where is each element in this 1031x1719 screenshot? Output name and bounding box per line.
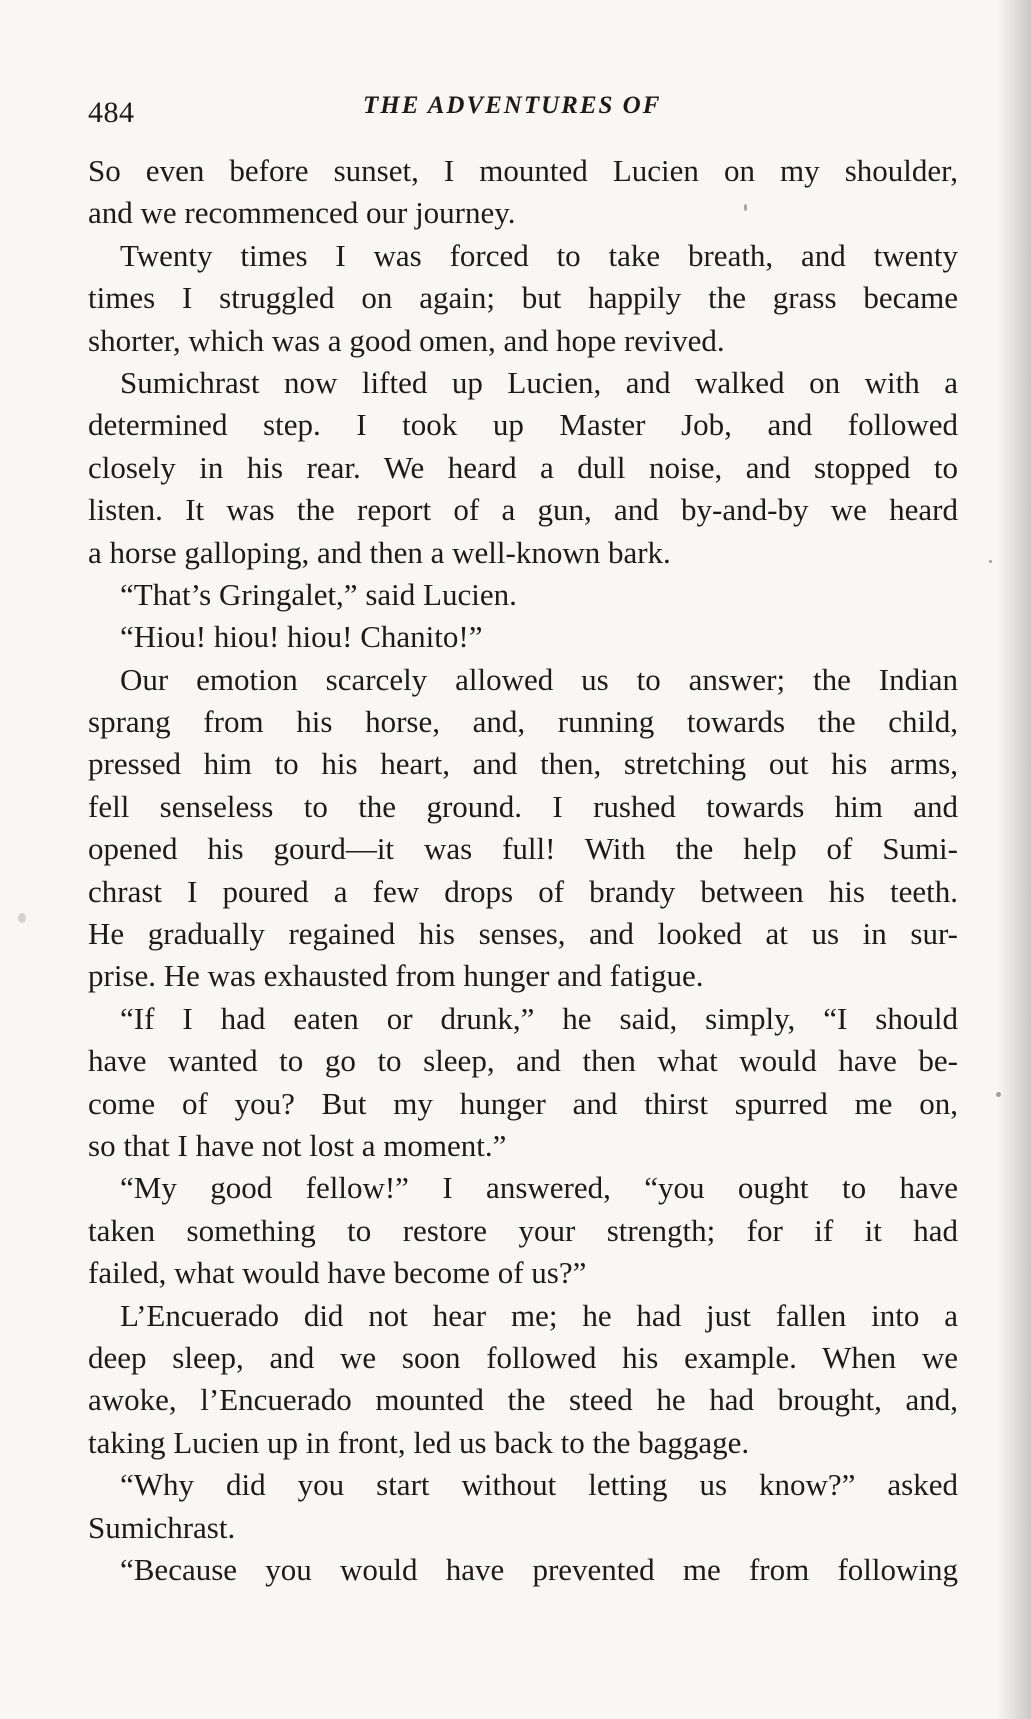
text-line-4: times I struggled on again; but happily the grass became xyxy=(88,280,958,316)
text-line-31: taking Lucien up in front, led us back to the baggage. xyxy=(88,1424,750,1460)
text-line-13: Our emotion scarcely allowed us to answer; the Indian xyxy=(120,661,958,697)
text-line-3: Twenty times I was forced to take breath, and twenty xyxy=(120,237,958,273)
page-edge-shadow xyxy=(997,0,1031,1719)
text-line-5: shorter, which was a good omen, and hope revived. xyxy=(88,322,725,358)
page-number: 484 xyxy=(88,96,135,129)
print-speck xyxy=(996,1092,1001,1097)
running-head-title: THE ADVENTURES OF xyxy=(363,92,662,119)
text-line-8: closely in his rear. We heard a dull noise, and stopped to xyxy=(88,449,958,485)
text-line-16: fell senseless to the ground. I rushed towards him and xyxy=(88,788,958,824)
text-line-22: have wanted to go to sleep, and then what would have be- xyxy=(88,1043,958,1079)
print-speck xyxy=(744,204,747,211)
text-line-1: So even before sunset, I mounted Lucien on my shoulder, xyxy=(88,153,958,188)
body-text xyxy=(88,150,958,1591)
text-line-12: “Hiou! hiou! hiou! Chanito!” xyxy=(120,619,483,655)
text-line-27: failed, what would have become of us?” xyxy=(88,1255,587,1291)
text-line-2: and we recommenced our journey. xyxy=(88,195,516,231)
text-line-18: chrast I poured a few drops of brandy between his teeth. xyxy=(88,873,958,909)
text-line-10: a horse galloping, and then a well-known bark. xyxy=(88,534,671,570)
print-speck xyxy=(18,913,26,923)
text-line-29: deep sleep, and we soon followed his example. When we xyxy=(88,1339,958,1375)
text-line-34: “Because you would have prevented me from following xyxy=(120,1551,958,1587)
text-line-30: awoke, l’Encuerado mounted the steed he had brought, and, xyxy=(88,1382,958,1418)
text-line-9: listen. It was the report of a gun, and by-and-by we heard xyxy=(88,492,958,528)
text-line-28: L’Encuerado did not hear me; he had just fallen into a xyxy=(120,1297,958,1333)
text-line-11: “That’s Gringalet,” said Lucien. xyxy=(120,576,517,612)
text-line-14: sprang from his horse, and, running towards the child, xyxy=(88,704,958,740)
text-line-33: Sumichrast. xyxy=(88,1509,236,1545)
running-head xyxy=(88,86,958,129)
text-line-23: come of you? But my hunger and thirst spurred me on, xyxy=(88,1085,958,1121)
text-line-15: pressed him to his heart, and then, stretching out his arms, xyxy=(88,746,958,782)
text-line-20: prise. He was exhausted from hunger and fatigue. xyxy=(88,958,704,994)
text-line-24: so that I have not lost a moment.” xyxy=(88,1127,507,1163)
text-line-7: determined step. I took up Master Job, and followed xyxy=(88,407,958,443)
text-line-26: taken something to restore your strength; for if it had xyxy=(88,1212,958,1248)
print-speck xyxy=(989,560,992,563)
text-line-17: opened his gourd—it was full! With the help of Sumi- xyxy=(88,831,958,867)
text-line-19: He gradually regained his senses, and looked at us in sur- xyxy=(88,916,958,952)
text-line-32: “Why did you start without letting us know?” asked xyxy=(120,1467,958,1503)
text-line-6: Sumichrast now lifted up Lucien, and walked on with a xyxy=(120,364,958,400)
text-line-25: “My good fellow!” I answered, “you ought to have xyxy=(120,1170,958,1206)
text-line-21: “If I had eaten or drunk,” he said, simply, “I should xyxy=(120,1000,958,1036)
